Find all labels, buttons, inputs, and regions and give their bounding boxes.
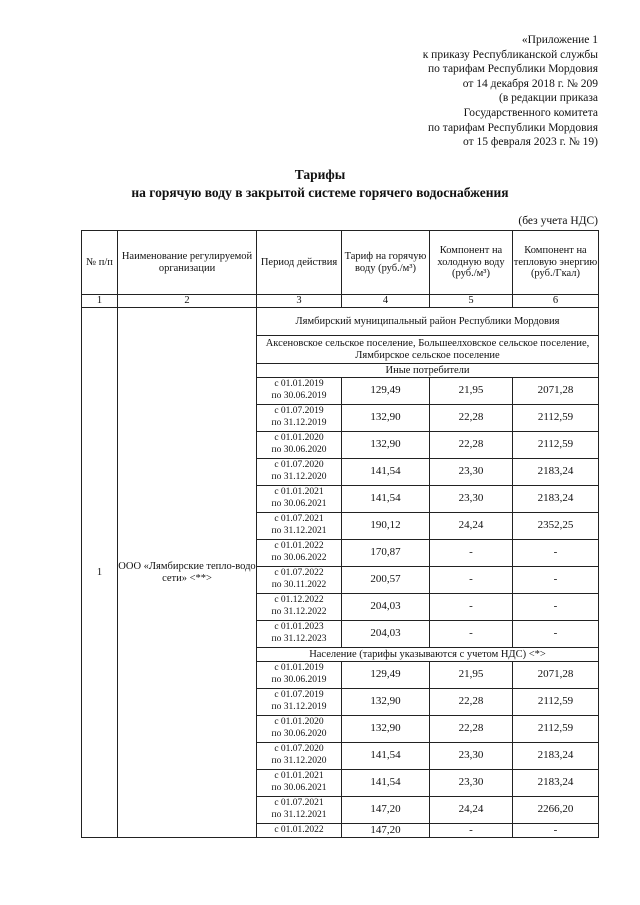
period-to: по 30.06.2021	[271, 499, 327, 509]
period-to: по 30.06.2022	[271, 553, 327, 563]
period-from: с 01.07.2019	[274, 690, 324, 701]
period-from: с 01.07.2020	[274, 744, 324, 755]
header-heat-component: Компонент на тепловую энергию (руб./Гкал)	[513, 231, 599, 295]
cold-water-component: 21,95	[430, 378, 513, 405]
cold-water-component: 23,30	[430, 459, 513, 486]
appendix-line: к приказу Республиканской службы	[422, 48, 598, 61]
header-cold-component: Компонент на холодную воду (руб./м³)	[430, 231, 513, 295]
tariff-table	[81, 230, 599, 838]
period-from: с 01.01.2020	[274, 717, 324, 728]
tariff-body	[82, 308, 599, 838]
header-row	[82, 231, 599, 295]
header-hot-water: Тариф на горячую воду (руб./м³)	[342, 231, 430, 295]
hot-water-tariff: 200,57	[342, 567, 430, 594]
hot-water-tariff: 141,54	[342, 486, 430, 513]
cold-water-component: 23,30	[430, 486, 513, 513]
period-from: с 01.01.2022	[274, 824, 324, 835]
period-from: с 01.07.2020	[274, 460, 324, 471]
period-from: с 01.01.2022	[274, 541, 324, 552]
period-from: с 01.07.2019	[274, 406, 324, 417]
heat-energy-component: 2071,28	[513, 662, 599, 689]
period-cell	[257, 689, 342, 716]
period-cell	[257, 743, 342, 770]
period-from: с 01.01.2019	[274, 663, 324, 674]
header-org: Наименование регулируемой организации	[118, 231, 257, 295]
heat-energy-component: -	[513, 594, 599, 621]
title-line-1: Тарифы	[294, 167, 346, 182]
period-from: с 01.01.2021	[274, 487, 324, 498]
hot-water-tariff: 132,90	[342, 405, 430, 432]
cold-water-component: -	[430, 824, 513, 838]
period-cell	[257, 662, 342, 689]
organization-name: ООО «Лямбирские тепло-водо сети» <**>	[118, 308, 257, 838]
heat-energy-component: 2183,24	[513, 459, 599, 486]
appendix-line: «Приложение 1	[521, 34, 598, 46]
cold-water-component: 24,24	[430, 797, 513, 824]
appendix-line: по тарифам Республики Мордовия	[428, 121, 598, 134]
document-title	[0, 166, 640, 202]
consumer-group-name: Население (тарифы указываются с учетом НДС) <*>	[257, 648, 599, 662]
cold-water-component: 21,95	[430, 662, 513, 689]
title-line-2: на горячую воду в закрытой системе горячего водоснабжения	[131, 185, 509, 200]
column-number: 1	[82, 295, 118, 308]
period-to: по 31.12.2019	[271, 702, 327, 712]
period-cell	[257, 513, 342, 540]
hot-water-tariff: 132,90	[342, 689, 430, 716]
cold-water-component: -	[430, 567, 513, 594]
header-period: Период действия	[257, 231, 342, 295]
hot-water-tariff: 204,03	[342, 594, 430, 621]
hot-water-tariff: 132,90	[342, 432, 430, 459]
heat-energy-component: -	[513, 824, 599, 838]
hot-water-tariff: 141,54	[342, 743, 430, 770]
column-number: 5	[430, 295, 513, 308]
heat-energy-component: 2183,24	[513, 486, 599, 513]
period-cell	[257, 716, 342, 743]
column-number: 4	[342, 295, 430, 308]
heat-energy-component: 2352,25	[513, 513, 599, 540]
period-from: с 01.01.2020	[274, 433, 324, 444]
period-cell	[257, 621, 342, 648]
heat-energy-component: 2112,59	[513, 689, 599, 716]
period-cell	[257, 378, 342, 405]
period-to: по 30.11.2022	[271, 580, 327, 590]
period-to: по 31.12.2020	[271, 756, 327, 766]
hot-water-tariff: 147,20	[342, 797, 430, 824]
appendix-header	[423, 33, 598, 150]
district-name: Лямбирский муниципальный район Республики Мордовия	[257, 308, 599, 336]
heat-energy-component: -	[513, 540, 599, 567]
period-cell	[257, 540, 342, 567]
cold-water-component: 22,28	[430, 405, 513, 432]
heat-energy-component: 2183,24	[513, 743, 599, 770]
appendix-line: от 15 февраля 2023 г. № 19)	[463, 136, 598, 149]
column-number-row	[82, 295, 599, 308]
cold-water-component: -	[430, 540, 513, 567]
period-to: по 31.12.2021	[271, 810, 327, 820]
appendix-line: по тарифам Республики Мордовия	[428, 63, 598, 76]
period-to: по 31.12.2019	[271, 418, 327, 428]
column-number: 2	[118, 295, 257, 308]
cold-water-component: 23,30	[430, 770, 513, 797]
appendix-line: Государственного комитета	[463, 106, 598, 119]
period-from: с 01.12.2022	[274, 595, 324, 606]
period-to: по 31.12.2022	[271, 607, 327, 617]
appendix-line: (в редакции приказа	[499, 92, 598, 105]
hot-water-tariff: 141,54	[342, 770, 430, 797]
period-cell	[257, 770, 342, 797]
hot-water-tariff: 170,87	[342, 540, 430, 567]
cold-water-component: 22,28	[430, 689, 513, 716]
period-to: по 30.06.2020	[271, 445, 327, 455]
header-no: № п/п	[82, 231, 118, 295]
appendix-line: от 14 декабря 2018 г. № 209	[462, 77, 598, 90]
hot-water-tariff: 141,54	[342, 459, 430, 486]
vat-note: (без учета НДС)	[518, 215, 598, 227]
period-to: по 30.06.2019	[271, 391, 327, 401]
district-row	[82, 308, 599, 336]
consumer-group-name: Иные потребители	[257, 364, 599, 378]
period-from: с 01.01.2019	[274, 379, 324, 390]
period-to: по 30.06.2019	[271, 675, 327, 685]
period-to: по 31.12.2021	[271, 526, 327, 536]
column-number: 3	[257, 295, 342, 308]
period-cell	[257, 824, 342, 838]
heat-energy-component: 2071,28	[513, 378, 599, 405]
cold-water-component: -	[430, 621, 513, 648]
column-number: 6	[513, 295, 599, 308]
period-to: по 31.12.2020	[271, 472, 327, 482]
period-cell	[257, 432, 342, 459]
settlements-name: Аксеновское сельское поселение, Большеелховское сельское поселение, Лямбирское сельское поселение	[257, 336, 599, 364]
period-cell	[257, 405, 342, 432]
hot-water-tariff: 129,49	[342, 378, 430, 405]
hot-water-tariff: 147,20	[342, 824, 430, 838]
row-number: 1	[82, 308, 118, 838]
cold-water-component: 23,30	[430, 743, 513, 770]
heat-energy-component: 2112,59	[513, 432, 599, 459]
period-cell	[257, 459, 342, 486]
cold-water-component: 22,28	[430, 716, 513, 743]
period-cell	[257, 594, 342, 621]
heat-energy-component: -	[513, 621, 599, 648]
period-cell	[257, 567, 342, 594]
heat-energy-component: -	[513, 567, 599, 594]
period-from: с 01.01.2021	[274, 771, 324, 782]
period-cell	[257, 797, 342, 824]
hot-water-tariff: 132,90	[342, 716, 430, 743]
period-cell	[257, 486, 342, 513]
heat-energy-component: 2112,59	[513, 405, 599, 432]
cold-water-component: 24,24	[430, 513, 513, 540]
hot-water-tariff: 129,49	[342, 662, 430, 689]
period-from: с 01.07.2021	[274, 514, 324, 525]
period-from: с 01.07.2021	[274, 798, 324, 809]
period-to: по 30.06.2020	[271, 729, 327, 739]
period-to: по 31.12.2023	[271, 634, 327, 644]
hot-water-tariff: 190,12	[342, 513, 430, 540]
hot-water-tariff: 204,03	[342, 621, 430, 648]
period-from: с 01.07.2022	[274, 568, 324, 579]
heat-energy-component: 2183,24	[513, 770, 599, 797]
cold-water-component: -	[430, 594, 513, 621]
heat-energy-component: 2266,20	[513, 797, 599, 824]
cold-water-component: 22,28	[430, 432, 513, 459]
heat-energy-component: 2112,59	[513, 716, 599, 743]
period-from: с 01.01.2023	[274, 622, 324, 633]
period-to: по 30.06.2021	[271, 783, 327, 793]
